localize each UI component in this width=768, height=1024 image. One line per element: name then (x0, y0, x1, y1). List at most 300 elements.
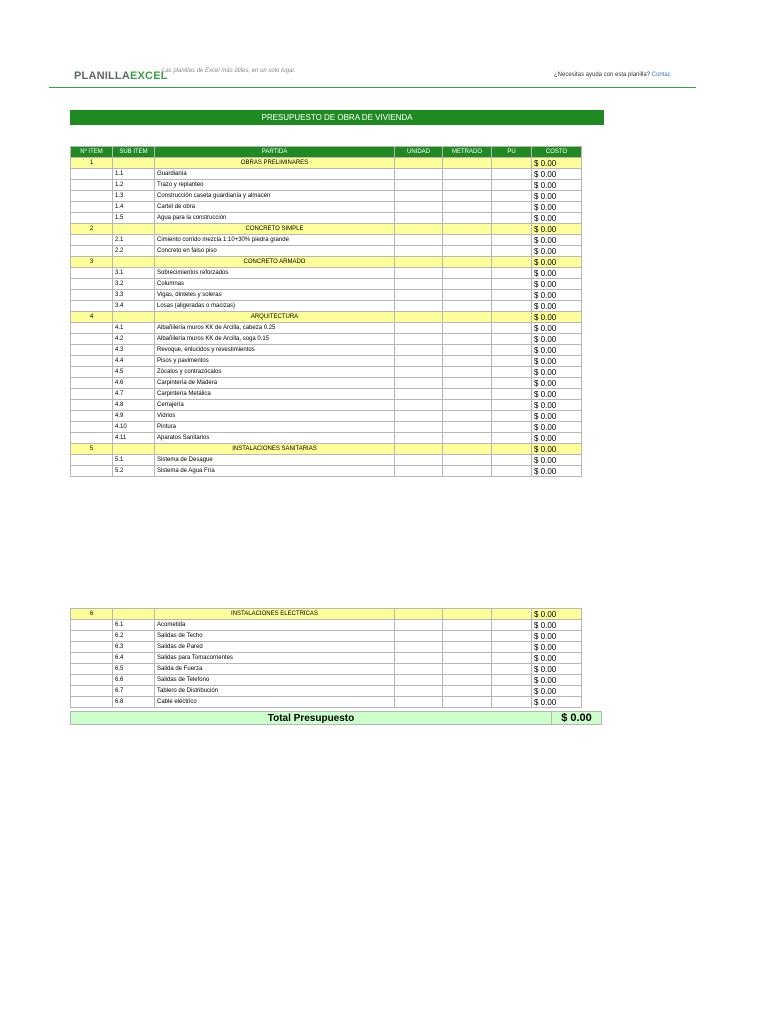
cell-metrado[interactable] (443, 653, 492, 664)
planillaexcel-logo[interactable] (74, 70, 168, 82)
cell-unidad[interactable] (395, 378, 443, 389)
col-header-pu[interactable]: PU (492, 147, 532, 158)
cell-pu[interactable] (492, 345, 532, 356)
cell-subitem[interactable]: 1.2 (113, 180, 155, 191)
cell-partida[interactable]: Carpintería Metálica (155, 389, 395, 400)
cell-metrado[interactable] (443, 323, 492, 334)
table-row (71, 323, 582, 334)
col-header-partida[interactable]: PARTIDA (155, 147, 395, 158)
cell-costo[interactable]: $ 0.00 (532, 411, 582, 422)
cell-subitem[interactable] (113, 224, 155, 235)
cell-metrado[interactable] (443, 400, 492, 411)
cell-metrado[interactable] (443, 257, 492, 268)
cell-costo[interactable]: $ 0.00 (532, 345, 582, 356)
cell-pu[interactable] (492, 180, 532, 191)
cell-partida[interactable]: Acometida (155, 620, 395, 631)
table-row (71, 466, 582, 477)
cell-costo[interactable]: $ 0.00 (532, 235, 582, 246)
cell-pu[interactable] (492, 433, 532, 444)
cell-subitem[interactable] (113, 444, 155, 455)
cell-item[interactable] (71, 653, 113, 664)
cell-subitem[interactable]: 6.2 (113, 631, 155, 642)
cell-metrado[interactable] (443, 444, 492, 455)
cell-subitem[interactable]: 3.2 (113, 279, 155, 290)
cell-metrado[interactable] (443, 312, 492, 323)
cell-pu[interactable] (492, 400, 532, 411)
cell-pu[interactable] (492, 323, 532, 334)
cell-unidad[interactable] (395, 301, 443, 312)
cell-metrado[interactable] (443, 455, 492, 466)
cell-pu[interactable] (492, 642, 532, 653)
cell-partida[interactable]: Cartel de obra (155, 202, 395, 213)
cell-pu[interactable] (492, 169, 532, 180)
cell-partida[interactable]: Agua para la construcción (155, 213, 395, 224)
col-header-metrado[interactable]: METRADO (443, 147, 492, 158)
cell-subitem[interactable]: 2.1 (113, 235, 155, 246)
cell-unidad[interactable] (395, 444, 443, 455)
cell-pu[interactable] (492, 213, 532, 224)
cell-costo[interactable]: $ 0.00 (532, 367, 582, 378)
cell-subitem[interactable]: 4.5 (113, 367, 155, 378)
cell-subitem[interactable]: 1.1 (113, 169, 155, 180)
cell-metrado[interactable] (443, 609, 492, 620)
cell-pu[interactable] (492, 664, 532, 675)
cell-costo[interactable]: $ 0.00 (532, 323, 582, 334)
cell-pu[interactable] (492, 411, 532, 422)
cell-costo[interactable]: $ 0.00 (532, 279, 582, 290)
cell-unidad[interactable] (395, 202, 443, 213)
col-header-subitem[interactable]: SUB ITEM (113, 147, 155, 158)
cell-item[interactable] (71, 400, 113, 411)
cell-partida[interactable]: Concreto en falso piso (155, 246, 395, 257)
cell-unidad[interactable] (395, 609, 443, 620)
cell-metrado[interactable] (443, 213, 492, 224)
cell-costo[interactable]: $ 0.00 (532, 642, 582, 653)
cell-unidad[interactable] (395, 213, 443, 224)
cell-unidad[interactable] (395, 235, 443, 246)
cell-unidad[interactable] (395, 367, 443, 378)
cell-partida[interactable]: Sistema de Agua Fría (155, 466, 395, 477)
cell-costo[interactable]: $ 0.00 (532, 180, 582, 191)
cell-pu[interactable] (492, 191, 532, 202)
cell-item[interactable]: 6 (71, 609, 113, 620)
cell-item[interactable]: 1 (71, 158, 113, 169)
cell-costo[interactable]: $ 0.00 (532, 378, 582, 389)
cell-unidad[interactable] (395, 466, 443, 477)
cell-partida[interactable]: Losas (aligeradas o macizas) (155, 301, 395, 312)
cell-item[interactable]: 2 (71, 224, 113, 235)
cell-item[interactable] (71, 290, 113, 301)
cell-unidad[interactable] (395, 290, 443, 301)
cell-subitem[interactable]: 3.3 (113, 290, 155, 301)
cell-metrado[interactable] (443, 301, 492, 312)
cell-pu[interactable] (492, 235, 532, 246)
cell-subitem[interactable]: 4.10 (113, 422, 155, 433)
col-header-unidad[interactable]: UNIDAD (395, 147, 443, 158)
sheet-title: PRESUPUESTO DE OBRA DE VIVIENDA (70, 110, 604, 125)
cell-partida[interactable]: ARQUITECTURA (155, 312, 395, 323)
cell-unidad[interactable] (395, 356, 443, 367)
cell-partida[interactable]: Salidas de Techo (155, 631, 395, 642)
cell-pu[interactable] (492, 675, 532, 686)
cell-subitem[interactable]: 4.4 (113, 356, 155, 367)
cell-metrado[interactable] (443, 411, 492, 422)
cell-subitem[interactable] (113, 158, 155, 169)
cell-metrado[interactable] (443, 268, 492, 279)
cell-metrado[interactable] (443, 180, 492, 191)
cell-item[interactable] (71, 279, 113, 290)
table-row (71, 279, 582, 290)
cell-item[interactable] (71, 235, 113, 246)
cell-partida[interactable]: Aparatos Sanitarios (155, 433, 395, 444)
cell-metrado[interactable] (443, 631, 492, 642)
cell-unidad[interactable] (395, 268, 443, 279)
cell-costo[interactable]: $ 0.00 (532, 389, 582, 400)
cell-pu[interactable] (492, 301, 532, 312)
cell-item[interactable] (71, 356, 113, 367)
cell-partida[interactable]: Zócalos y contrazócalos (155, 367, 395, 378)
cell-unidad[interactable] (395, 334, 443, 345)
cell-costo[interactable]: $ 0.00 (532, 686, 582, 697)
cell-item[interactable] (71, 686, 113, 697)
cell-item[interactable] (71, 411, 113, 422)
cell-item[interactable] (71, 334, 113, 345)
cell-costo[interactable]: $ 0.00 (532, 158, 582, 169)
cell-metrado[interactable] (443, 378, 492, 389)
cell-subitem[interactable]: 4.8 (113, 400, 155, 411)
cell-pu[interactable] (492, 334, 532, 345)
cell-subitem[interactable]: 4.3 (113, 345, 155, 356)
cell-subitem[interactable]: 6.1 (113, 620, 155, 631)
cell-partida[interactable]: Cimiento corrido mezcla 1:10+30% piedra grande (155, 235, 395, 246)
table-row (71, 334, 582, 345)
cell-partida[interactable]: Salidas de Pared (155, 642, 395, 653)
cell-subitem[interactable]: 5.1 (113, 455, 155, 466)
cell-subitem[interactable]: 6.7 (113, 686, 155, 697)
cell-costo[interactable]: $ 0.00 (532, 268, 582, 279)
section-row (71, 312, 582, 323)
cell-item[interactable] (71, 631, 113, 642)
help-area (554, 66, 696, 84)
cell-partida[interactable]: Salidas de Telefono (155, 675, 395, 686)
cell-pu[interactable] (492, 686, 532, 697)
cell-unidad[interactable] (395, 257, 443, 268)
total-label[interactable]: Total Presupuesto (71, 712, 552, 725)
cell-item[interactable] (71, 433, 113, 444)
cell-item[interactable]: 5 (71, 444, 113, 455)
cell-costo[interactable]: $ 0.00 (532, 356, 582, 367)
cell-costo[interactable]: $ 0.00 (532, 675, 582, 686)
cell-metrado[interactable] (443, 290, 492, 301)
cell-unidad[interactable] (395, 433, 443, 444)
cell-unidad[interactable] (395, 169, 443, 180)
table-header-row (71, 147, 582, 158)
cell-pu[interactable] (492, 312, 532, 323)
cell-unidad[interactable] (395, 180, 443, 191)
cell-pu[interactable] (492, 202, 532, 213)
cell-subitem[interactable]: 6.3 (113, 642, 155, 653)
cell-costo[interactable]: $ 0.00 (532, 169, 582, 180)
cell-unidad[interactable] (395, 279, 443, 290)
cell-subitem[interactable]: 1.4 (113, 202, 155, 213)
cell-unidad[interactable] (395, 191, 443, 202)
cell-pu[interactable] (492, 246, 532, 257)
cell-subitem[interactable]: 4.2 (113, 334, 155, 345)
cell-partida[interactable]: Sobrecimientos reforzados (155, 268, 395, 279)
cell-partida[interactable]: Carpintería de Madera (155, 378, 395, 389)
cell-metrado[interactable] (443, 686, 492, 697)
cell-pu[interactable] (492, 158, 532, 169)
cell-item[interactable] (71, 642, 113, 653)
cell-partida[interactable]: Pisos y pavimentos (155, 356, 395, 367)
cell-unidad[interactable] (395, 697, 443, 708)
cell-pu[interactable] (492, 620, 532, 631)
cell-subitem[interactable] (113, 312, 155, 323)
cell-costo[interactable]: $ 0.00 (532, 213, 582, 224)
cell-costo[interactable]: $ 0.00 (532, 631, 582, 642)
table-row (71, 686, 582, 697)
cell-metrado[interactable] (443, 422, 492, 433)
cell-unidad[interactable] (395, 389, 443, 400)
cell-subitem[interactable]: 1.5 (113, 213, 155, 224)
cell-pu[interactable] (492, 356, 532, 367)
table-row (71, 675, 582, 686)
table-row (71, 246, 582, 257)
cell-costo[interactable]: $ 0.00 (532, 422, 582, 433)
cell-item[interactable] (71, 345, 113, 356)
cell-metrado[interactable] (443, 642, 492, 653)
cell-costo[interactable]: $ 0.00 (532, 202, 582, 213)
cell-metrado[interactable] (443, 191, 492, 202)
cell-metrado[interactable] (443, 279, 492, 290)
cell-partida[interactable]: Cerrajería (155, 400, 395, 411)
cell-partida[interactable]: Guardianía (155, 169, 395, 180)
cell-costo[interactable]: $ 0.00 (532, 257, 582, 268)
cell-costo[interactable]: $ 0.00 (532, 334, 582, 345)
cell-subitem[interactable]: 6.4 (113, 653, 155, 664)
cell-item[interactable] (71, 169, 113, 180)
cell-unidad[interactable] (395, 345, 443, 356)
cell-pu[interactable] (492, 653, 532, 664)
cell-costo[interactable]: $ 0.00 (532, 466, 582, 477)
cell-subitem[interactable]: 3.1 (113, 268, 155, 279)
logo-part2: EXCEL (129, 70, 168, 82)
cell-unidad[interactable] (395, 158, 443, 169)
cell-metrado[interactable] (443, 389, 492, 400)
cell-item[interactable] (71, 422, 113, 433)
cell-subitem[interactable]: 1.3 (113, 191, 155, 202)
cell-costo[interactable]: $ 0.00 (532, 620, 582, 631)
cell-partida[interactable]: INSTALACIONES SANITARIAS (155, 444, 395, 455)
cell-item[interactable] (71, 455, 113, 466)
cell-subitem[interactable]: 4.6 (113, 378, 155, 389)
cell-unidad[interactable] (395, 455, 443, 466)
cell-metrado[interactable] (443, 466, 492, 477)
table-row (71, 400, 582, 411)
cell-pu[interactable] (492, 455, 532, 466)
cell-unidad[interactable] (395, 642, 443, 653)
cell-unidad[interactable] (395, 411, 443, 422)
cell-subitem[interactable]: 4.9 (113, 411, 155, 422)
cell-item[interactable] (71, 620, 113, 631)
cell-metrado[interactable] (443, 356, 492, 367)
cell-partida[interactable]: Salida de Fuerza (155, 664, 395, 675)
cell-pu[interactable] (492, 290, 532, 301)
cell-partida[interactable]: Pintura (155, 422, 395, 433)
cell-costo[interactable]: $ 0.00 (532, 246, 582, 257)
cell-partida[interactable]: Cable eléctrico (155, 697, 395, 708)
cell-subitem[interactable]: 4.11 (113, 433, 155, 444)
cell-item[interactable] (71, 213, 113, 224)
cell-partida[interactable]: CONCRETO SIMPLE (155, 224, 395, 235)
cell-unidad[interactable] (395, 664, 443, 675)
cell-costo[interactable]: $ 0.00 (532, 664, 582, 675)
cell-pu[interactable] (492, 422, 532, 433)
cell-metrado[interactable] (443, 224, 492, 235)
cell-costo[interactable]: $ 0.00 (532, 301, 582, 312)
cell-costo[interactable]: $ 0.00 (532, 191, 582, 202)
cell-item[interactable] (71, 202, 113, 213)
cell-partida[interactable]: Albañilería muros KK de Arcilla, soga 0.15 (155, 334, 395, 345)
cell-unidad[interactable] (395, 224, 443, 235)
cell-subitem[interactable] (113, 609, 155, 620)
cell-item[interactable] (71, 389, 113, 400)
cell-item[interactable] (71, 697, 113, 708)
cell-subitem[interactable]: 4.1 (113, 323, 155, 334)
col-header-costo[interactable]: COSTO (532, 147, 582, 158)
cell-item[interactable]: 3 (71, 257, 113, 268)
cell-partida[interactable]: INSTALACIONES ELECTRICAS (155, 609, 395, 620)
cell-unidad[interactable] (395, 620, 443, 631)
section-row (71, 224, 582, 235)
section-row (71, 609, 582, 620)
cell-pu[interactable] (492, 466, 532, 477)
section-row (71, 444, 582, 455)
cell-subitem[interactable]: 6.8 (113, 697, 155, 708)
cell-item[interactable] (71, 378, 113, 389)
cell-subitem[interactable]: 5.2 (113, 466, 155, 477)
cell-pu[interactable] (492, 631, 532, 642)
cell-item[interactable] (71, 675, 113, 686)
cell-subitem[interactable] (113, 257, 155, 268)
cell-partida[interactable]: Trazo y replanteo (155, 180, 395, 191)
cell-costo[interactable]: $ 0.00 (532, 653, 582, 664)
table-row (71, 389, 582, 400)
cell-pu[interactable] (492, 378, 532, 389)
cell-item[interactable] (71, 466, 113, 477)
header-divider (49, 87, 696, 88)
cell-partida[interactable]: CONCRETO ARMADO (155, 257, 395, 268)
cell-subitem[interactable]: 3.4 (113, 301, 155, 312)
cell-item[interactable] (71, 367, 113, 378)
total-value[interactable]: $ 0.00 (552, 712, 602, 725)
cell-subitem[interactable]: 6.6 (113, 675, 155, 686)
table-row (71, 653, 582, 664)
cell-unidad[interactable] (395, 686, 443, 697)
cell-unidad[interactable] (395, 653, 443, 664)
cell-partida[interactable]: Albañilería muros KK de Arcilla, cabeza 0.25 (155, 323, 395, 334)
cell-metrado[interactable] (443, 620, 492, 631)
cell-item[interactable] (71, 268, 113, 279)
cell-pu[interactable] (492, 444, 532, 455)
cell-metrado[interactable] (443, 675, 492, 686)
logo-part1: PLANILLA (74, 70, 130, 82)
cell-item[interactable] (71, 180, 113, 191)
cell-metrado[interactable] (443, 235, 492, 246)
cell-partida[interactable]: Vigas, dinteles y soleras (155, 290, 395, 301)
cell-pu[interactable] (492, 367, 532, 378)
cell-unidad[interactable] (395, 422, 443, 433)
cell-unidad[interactable] (395, 675, 443, 686)
cell-pu[interactable] (492, 279, 532, 290)
cell-unidad[interactable] (395, 312, 443, 323)
cell-pu[interactable] (492, 609, 532, 620)
cell-metrado[interactable] (443, 158, 492, 169)
cell-unidad[interactable] (395, 631, 443, 642)
cell-partida[interactable]: Sistema de Desague (155, 455, 395, 466)
cell-metrado[interactable] (443, 664, 492, 675)
cell-item[interactable] (71, 191, 113, 202)
cell-costo[interactable]: $ 0.00 (532, 400, 582, 411)
cell-costo[interactable]: $ 0.00 (532, 433, 582, 444)
cell-metrado[interactable] (443, 202, 492, 213)
cell-pu[interactable] (492, 268, 532, 279)
cell-subitem[interactable]: 6.5 (113, 664, 155, 675)
cell-costo[interactable]: $ 0.00 (532, 312, 582, 323)
contact-link[interactable]: Contac (651, 72, 671, 78)
cell-costo[interactable]: $ 0.00 (532, 290, 582, 301)
cell-unidad[interactable] (395, 323, 443, 334)
cell-pu[interactable] (492, 224, 532, 235)
cell-partida[interactable]: Revoque, enlucidos y revestimientos (155, 345, 395, 356)
cell-costo[interactable]: $ 0.00 (532, 455, 582, 466)
cell-metrado[interactable] (443, 246, 492, 257)
cell-partida[interactable]: Tablero de Distribución (155, 686, 395, 697)
cell-pu[interactable] (492, 389, 532, 400)
cell-partida[interactable]: Columnas (155, 279, 395, 290)
cell-partida[interactable]: Vidrios (155, 411, 395, 422)
table-row (71, 191, 582, 202)
cell-partida[interactable]: Salidas para Tomacorrientes (155, 653, 395, 664)
cell-costo[interactable]: $ 0.00 (532, 609, 582, 620)
cell-subitem[interactable]: 4.7 (113, 389, 155, 400)
cell-metrado[interactable] (443, 169, 492, 180)
cell-item[interactable] (71, 664, 113, 675)
cell-costo[interactable]: $ 0.00 (532, 444, 582, 455)
cell-metrado[interactable] (443, 433, 492, 444)
cell-pu[interactable] (492, 697, 532, 708)
cell-costo[interactable]: $ 0.00 (532, 697, 582, 708)
cell-metrado[interactable] (443, 334, 492, 345)
cell-unidad[interactable] (395, 400, 443, 411)
cell-metrado[interactable] (443, 367, 492, 378)
cell-item[interactable] (71, 301, 113, 312)
table-row (71, 180, 582, 191)
cell-subitem[interactable]: 2.2 (113, 246, 155, 257)
cell-partida[interactable]: Construcción caseta guardianía y almacén (155, 191, 395, 202)
cell-costo[interactable]: $ 0.00 (532, 224, 582, 235)
cell-unidad[interactable] (395, 246, 443, 257)
cell-metrado[interactable] (443, 697, 492, 708)
site-header (0, 0, 768, 90)
cell-item[interactable] (71, 246, 113, 257)
cell-item[interactable]: 4 (71, 312, 113, 323)
col-header-item[interactable]: Nº ITEM (71, 147, 113, 158)
cell-item[interactable] (71, 323, 113, 334)
cell-partida[interactable]: OBRAS PRELIMINARES (155, 158, 395, 169)
cell-metrado[interactable] (443, 345, 492, 356)
cell-pu[interactable] (492, 257, 532, 268)
